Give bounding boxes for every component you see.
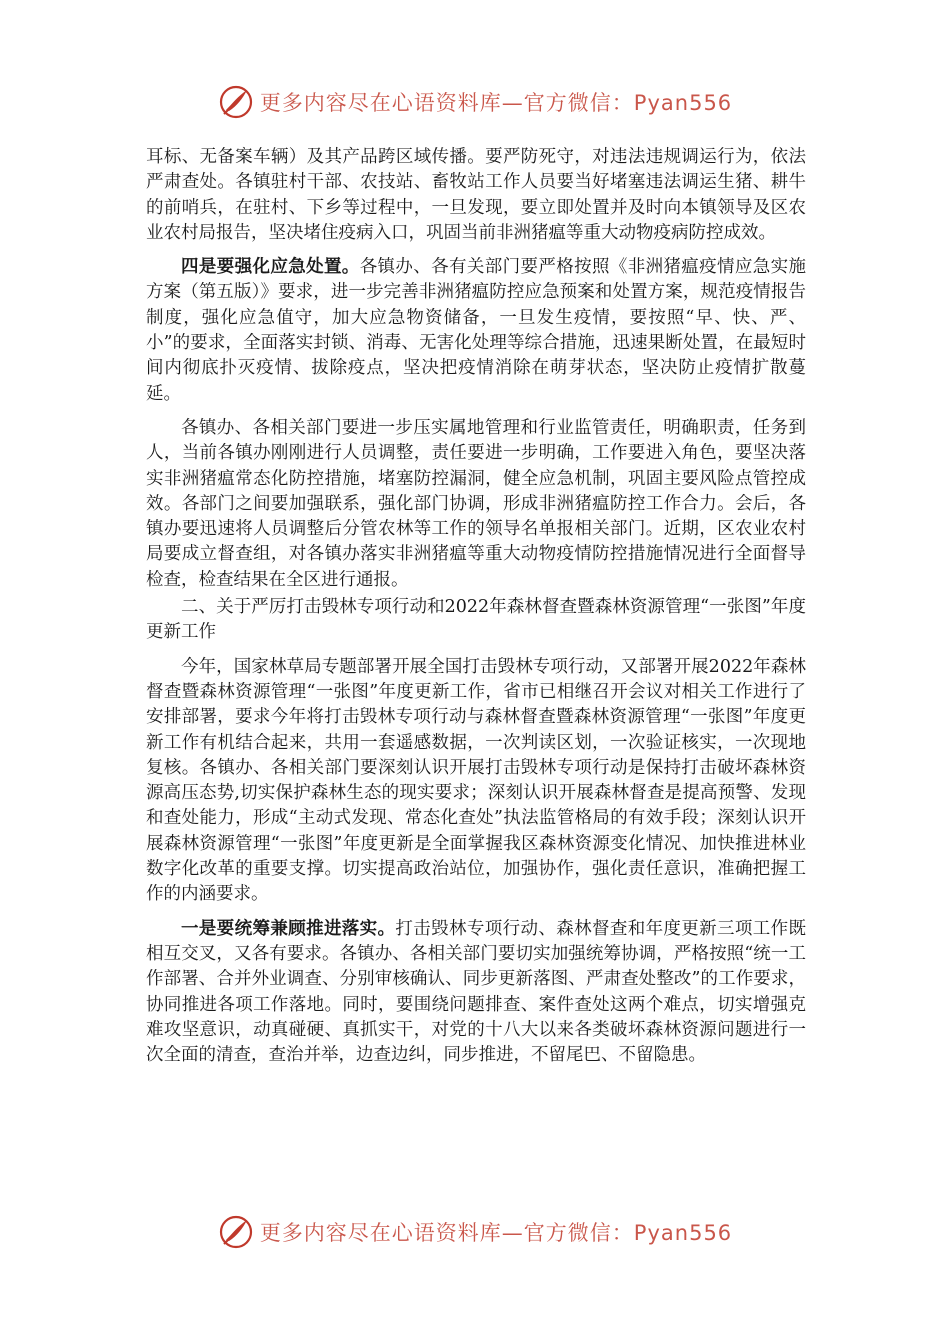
banner-text: 更多内容尽在心语资料库—官方微信：Pyan556 [259, 91, 733, 115]
paragraph-2 [146, 255, 806, 407]
paragraph-text: 打击毁林专项行动、森林督查和年度更新三项工作既相互交叉，又各有要求。各镇办、各相关部门要切实加强统筹协调，严格按照“统一工作部署、合并外业调查、分别审核确认、同步更新落图、严肃查处整改”的工作要求，协同推进各项工作落地。同时，要围绕问题排查、案件查处这两个难点，切实增强克难攻坚意识，动真碰硬、真抓实干，对党的十八大以来各类破坏森林资源问题进行一次全面的清查，查治并举，边查边纠，同步推进，不留尾巴、不留隐患。 [146, 918, 807, 1066]
paragraph-lead: 一是要统筹兼顾推进落实。 [181, 918, 396, 939]
feather-pen-logo-icon [218, 84, 254, 120]
paragraph-lead: 四是要强化应急处置。 [181, 257, 360, 278]
paragraph-text: 今年，国家林草局专题部署开展全国打击毁林专项行动，又部署开展2022年森林督查暨森林资源管理“一张图”年度更新工作，省市已相继召开会议对相关工作进行了安排部署，要求今年将打击毁林专项行动与森林督查暨森林资源管理“一张图”年度更新工作有机结合起来，共用一套遥感数据，一次判读区划，一次验证核实，一次现地复核。各镇办、各相关部门要深刻认识开展打击毁林专项行动是保持打击破坏森林资源高压态势,切实保护森林生态的现实要求；深刻认识开展森林督查是提高预警、发现和查处能力，形成“主动式发现、常态化查处”执法监管格局的有效手段；深刻认识开展森林资源管理“一张图”年度更新是全面掌握我区森林资源变化情况、加快推进林业数字化改革的重要支撑。切实提高政治站位，加强协作，强化责任意识，准确把握工作的内涵要求。 [146, 656, 806, 905]
paragraph-text: 耳标、无备案车辆）及其产品跨区域传播。要严防死守，对违法违规调运行为，依法严肃查处。各镇驻村干部、农技站、畜牧站工作人员要当好堵塞违法调运生猪、耕牛的前哨兵，在驻村、下乡等过程中，一旦发现，要立即处置并及时向本镇领导及区农业农村局报告，坚决堵住疫病入口，巩固当前非洲猪瘟等重大动物疫病防控成效。 [146, 147, 806, 243]
heading-text: 二、关于严厉打击毁林专项行动和2022年森林督查暨森林资源管理“一张图”年度更新工作 [146, 597, 806, 643]
header-banner [0, 82, 950, 122]
document-body [146, 145, 806, 1068]
feather-pen-logo-icon [218, 1214, 254, 1250]
banner-text: 更多内容尽在心语资料库—官方微信：Pyan556 [259, 1221, 733, 1245]
paragraph-5 [146, 655, 806, 908]
paragraph-6 [146, 917, 806, 1069]
footer-banner [0, 1212, 950, 1252]
paragraph-text: 各镇办、各相关部门要进一步压实属地管理和行业监管责任，明确职责，任务到人，当前各镇办刚刚进行人员调整，责任要进一步明确，工作要进入角色，要坚决落实非洲猪瘟常态化防控措施，堵塞防控漏洞，健全应急机制，巩固主要风险点管控成效。各部门之间要加强联系，强化部门协调，形成非洲猪瘟防控工作合力。会后，各镇办要迅速将人员调整后分管农林等工作的领导名单报相关部门。近期，区农业农村局要成立督查组，对各镇办落实非洲猪瘟等重大动物疫情防控措施情况进行全面督导检查，检查结果在全区进行通报。 [146, 417, 806, 590]
section-heading [146, 595, 806, 646]
paragraph-3 [146, 416, 806, 593]
paragraph-text: 各镇办、各有关部门要严格按照《非洲猪瘟疫情应急实施方案（第五版）》要求，进一步完善非洲猪瘟防控应急预案和处置方案，规范疫情报告制度，强化应急值守，加大应急物资储备，一旦发生疫情，要按照“早、快、严、小”的要求，全面落实封锁、消毒、无害化处理等综合措施，迅速果断处置，在最短时间内彻底扑灭疫情、拔除疫点，坚决把疫情消除在萌芽状态，坚决防止疫情扩散蔓延。 [146, 257, 807, 404]
paragraph-1 [146, 145, 806, 246]
